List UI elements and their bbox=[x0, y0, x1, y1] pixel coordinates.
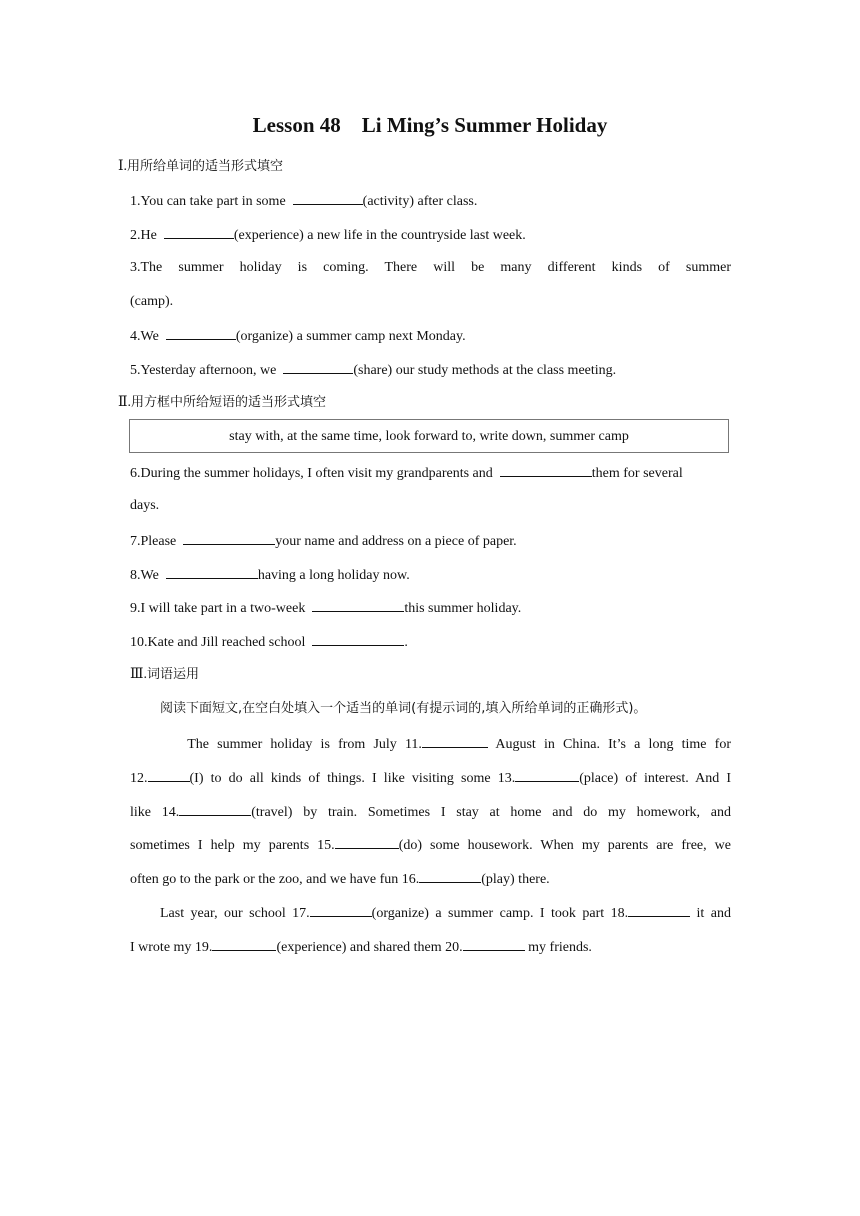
p2-l1-c: it and bbox=[690, 906, 731, 921]
passage-line-4 bbox=[130, 834, 731, 856]
q1-blank[interactable] bbox=[293, 190, 363, 205]
q2-text-b: (experience) a new life in the countryside last week. bbox=[233, 228, 526, 243]
question-8 bbox=[130, 564, 410, 586]
q8-text-a: 8.We bbox=[130, 568, 163, 583]
section-1-heading bbox=[118, 157, 283, 177]
p2-l1-a: Last year, our school 17. bbox=[160, 906, 310, 921]
q6-text-b: them for several bbox=[591, 466, 683, 481]
section-1-number: Ⅰ. bbox=[118, 159, 128, 174]
q9-blank[interactable] bbox=[312, 597, 404, 612]
q5-text-a: 5.Yesterday afternoon, we bbox=[130, 363, 280, 378]
q10-text-b: . bbox=[404, 635, 408, 650]
question-1 bbox=[130, 190, 477, 212]
question-5 bbox=[130, 359, 616, 381]
p2-l2-b: (experience) and shared them 20. bbox=[276, 940, 463, 955]
blank-14[interactable] bbox=[179, 801, 251, 816]
q8-blank[interactable] bbox=[166, 564, 258, 579]
question-9 bbox=[130, 597, 521, 619]
p2-l2-a: I wrote my 19. bbox=[130, 940, 213, 955]
section-2-heading bbox=[118, 393, 326, 413]
blank-16[interactable] bbox=[419, 868, 481, 883]
q6-text-a: 6.During the summer holidays, I often visit my grandparents and bbox=[130, 466, 497, 481]
blank-17[interactable] bbox=[310, 902, 372, 917]
blank-13[interactable] bbox=[515, 767, 579, 782]
section-3-heading bbox=[130, 665, 199, 685]
passage-line-7 bbox=[130, 936, 592, 958]
passage-instruction: 阅读下面短文,在空白处填入一个适当的单词(有提示词的,填入所给单词的正确形式)。 bbox=[160, 701, 647, 716]
phrase-box: stay with, at the same time, look forward to, write down, summer camp bbox=[129, 419, 729, 453]
question-6-line-2: days. bbox=[130, 498, 160, 513]
q7-text-a: 7.Please bbox=[130, 534, 180, 549]
passage-line-1 bbox=[130, 733, 731, 755]
q9-text-a: 9.I will take part in a two-week bbox=[130, 601, 309, 616]
p1-l3-b: (travel) by train. Sometimes I stay at home and do my homework, and bbox=[251, 805, 731, 820]
p1-l5-a: often go to the park or the zoo, and we have fun 16. bbox=[130, 872, 420, 887]
q10-text-a: 10.Kate and Jill reached school bbox=[130, 635, 309, 650]
passage-line-2 bbox=[130, 767, 731, 789]
q5-text-b: (share) our study methods at the class meeting. bbox=[353, 363, 617, 378]
blank-12[interactable] bbox=[148, 767, 190, 782]
q10-blank[interactable] bbox=[312, 631, 404, 646]
question-4 bbox=[130, 325, 466, 347]
q4-blank[interactable] bbox=[166, 325, 236, 340]
q1-text-b: (activity) after class. bbox=[362, 194, 478, 209]
p1-l3-a: like 14. bbox=[130, 805, 180, 820]
passage-line-3 bbox=[130, 801, 731, 823]
p1-l2-a: 12. bbox=[130, 771, 148, 786]
blank-19[interactable] bbox=[212, 936, 276, 951]
p1-l1-b: August in China. It’s a long time for bbox=[487, 737, 731, 752]
q2-blank[interactable] bbox=[164, 224, 234, 239]
blank-11[interactable] bbox=[422, 733, 488, 748]
question-3-line-2: (camp). bbox=[130, 294, 174, 309]
p2-l1-b: (organize) a summer camp. I took part 18. bbox=[371, 906, 629, 921]
q1-text-a: 1.You can take part in some bbox=[130, 194, 290, 209]
q4-text-a: 4.We bbox=[130, 329, 163, 344]
question-10 bbox=[130, 631, 408, 653]
q7-text-b: your name and address on a piece of paper. bbox=[275, 534, 517, 549]
q7-blank[interactable] bbox=[183, 530, 275, 545]
q8-text-b: having a long holiday now. bbox=[257, 568, 410, 583]
p1-l2-c: (place) of interest. And I bbox=[579, 771, 731, 786]
blank-20[interactable] bbox=[463, 936, 525, 951]
p1-l2-b: (I) to do all kinds of things. I like visiting some 13. bbox=[189, 771, 516, 786]
page-title: Lesson 48 Li Ming’s Summer Holiday bbox=[252, 113, 608, 137]
blank-18[interactable] bbox=[628, 902, 690, 917]
q5-blank[interactable] bbox=[283, 359, 353, 374]
blank-15[interactable] bbox=[335, 834, 399, 849]
section-2-instruction: 用方框中所给短语的适当形式填空 bbox=[131, 395, 327, 410]
passage-line-5 bbox=[130, 868, 550, 890]
q4-text-b: (organize) a summer camp next Monday. bbox=[235, 329, 466, 344]
question-3-line-1: 3.The summer holiday is coming. There will be many different kinds of summer bbox=[130, 260, 731, 275]
passage-line-6 bbox=[160, 902, 731, 924]
p1-l5-b: (play) there. bbox=[481, 872, 550, 887]
q6-blank[interactable] bbox=[500, 462, 592, 477]
q2-text-a: 2.He bbox=[130, 228, 161, 243]
p1-l1-a: The summer holiday is from July 11. bbox=[187, 737, 422, 752]
q9-text-b: this summer holiday. bbox=[404, 601, 522, 616]
question-2 bbox=[130, 224, 526, 246]
p1-l4-a: sometimes I help my parents 15. bbox=[130, 838, 335, 853]
section-1-instruction: 用所给单词的适当形式填空 bbox=[127, 159, 284, 174]
p1-l4-b: (do) some housework. When my parents are free, we bbox=[398, 838, 732, 853]
section-3-instruction: 词语运用 bbox=[147, 667, 200, 682]
question-6 bbox=[130, 462, 683, 484]
question-7 bbox=[130, 530, 517, 552]
section-2-number: Ⅱ. bbox=[118, 395, 132, 410]
section-3-number: Ⅲ. bbox=[130, 667, 148, 682]
p2-l2-c: my friends. bbox=[524, 940, 592, 955]
